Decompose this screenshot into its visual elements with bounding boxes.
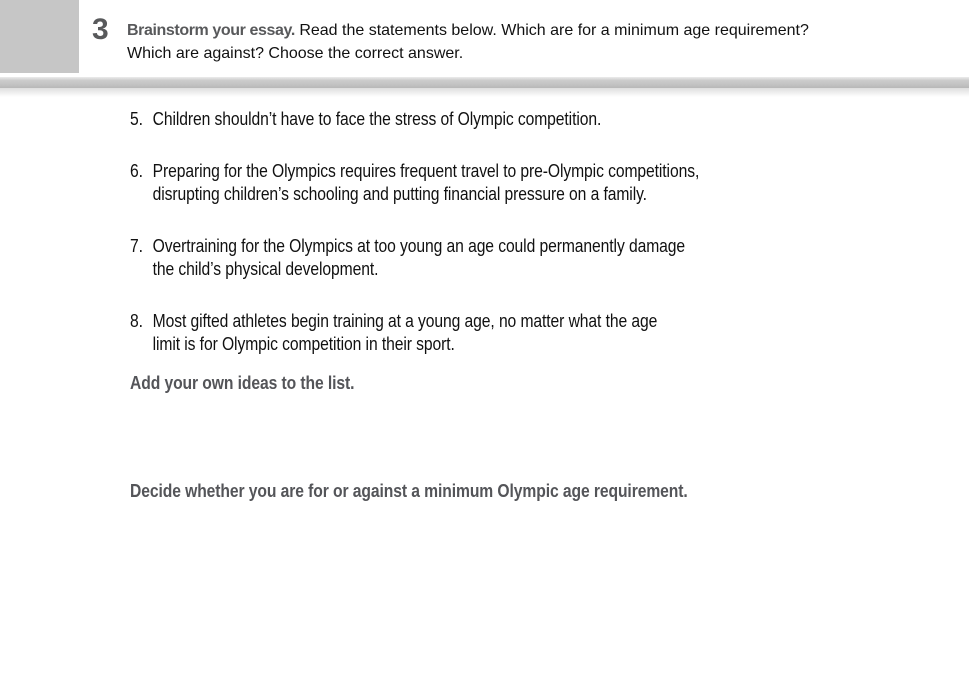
exercise-instructions [127, 19, 927, 65]
statement-line: limit is for Olympic competition in their sport. [152, 334, 455, 354]
statement-item-5 [130, 108, 791, 131]
statement-text [153, 108, 602, 131]
exercise-number: 3 [92, 13, 109, 46]
section-divider-bar [0, 77, 969, 88]
statement-item-6 [130, 160, 791, 206]
instruction-line-1 [127, 19, 927, 42]
instruction-line-1-rest: Read the statements below. Which are for a minimum age requirement? [294, 22, 809, 39]
statement-line: the child’s physical development. [152, 259, 379, 279]
statement-item-7 [130, 235, 791, 281]
statement-line: Overtraining for the Olympics at too young an age could permanently damage [152, 236, 686, 256]
statement-number: 5. [130, 109, 143, 129]
instruction-line-2: Which are against? Choose the correct answer. [127, 45, 464, 62]
instruction-lead-bold: Brainstorm your essay. [127, 22, 295, 39]
statement-line: Preparing for the Olympics requires frequent travel to pre-Olympic competitions, [152, 161, 700, 181]
prompt-add-own-ideas: Add your own ideas to the list. [130, 373, 355, 393]
statement-text [153, 160, 700, 206]
statement-text [153, 310, 658, 356]
statement-line: Children shouldn’t have to face the stress of Olympic competition. [152, 109, 602, 129]
statement-text [153, 235, 685, 281]
statement-number: 8. [130, 311, 143, 331]
corner-gray-box [0, 0, 79, 73]
statement-number: 7. [130, 236, 143, 256]
prompt-decide-for-or-against: Decide whether you are for or against a minimum Olympic age requirement. [130, 481, 688, 501]
statement-number: 6. [130, 161, 143, 181]
statement-line: Most gifted athletes begin training at a young age, no matter what the age [152, 311, 658, 331]
statement-line: disrupting children’s schooling and putting financial pressure on a family. [152, 184, 647, 204]
statements-list [130, 108, 791, 385]
statement-item-8 [130, 310, 791, 356]
